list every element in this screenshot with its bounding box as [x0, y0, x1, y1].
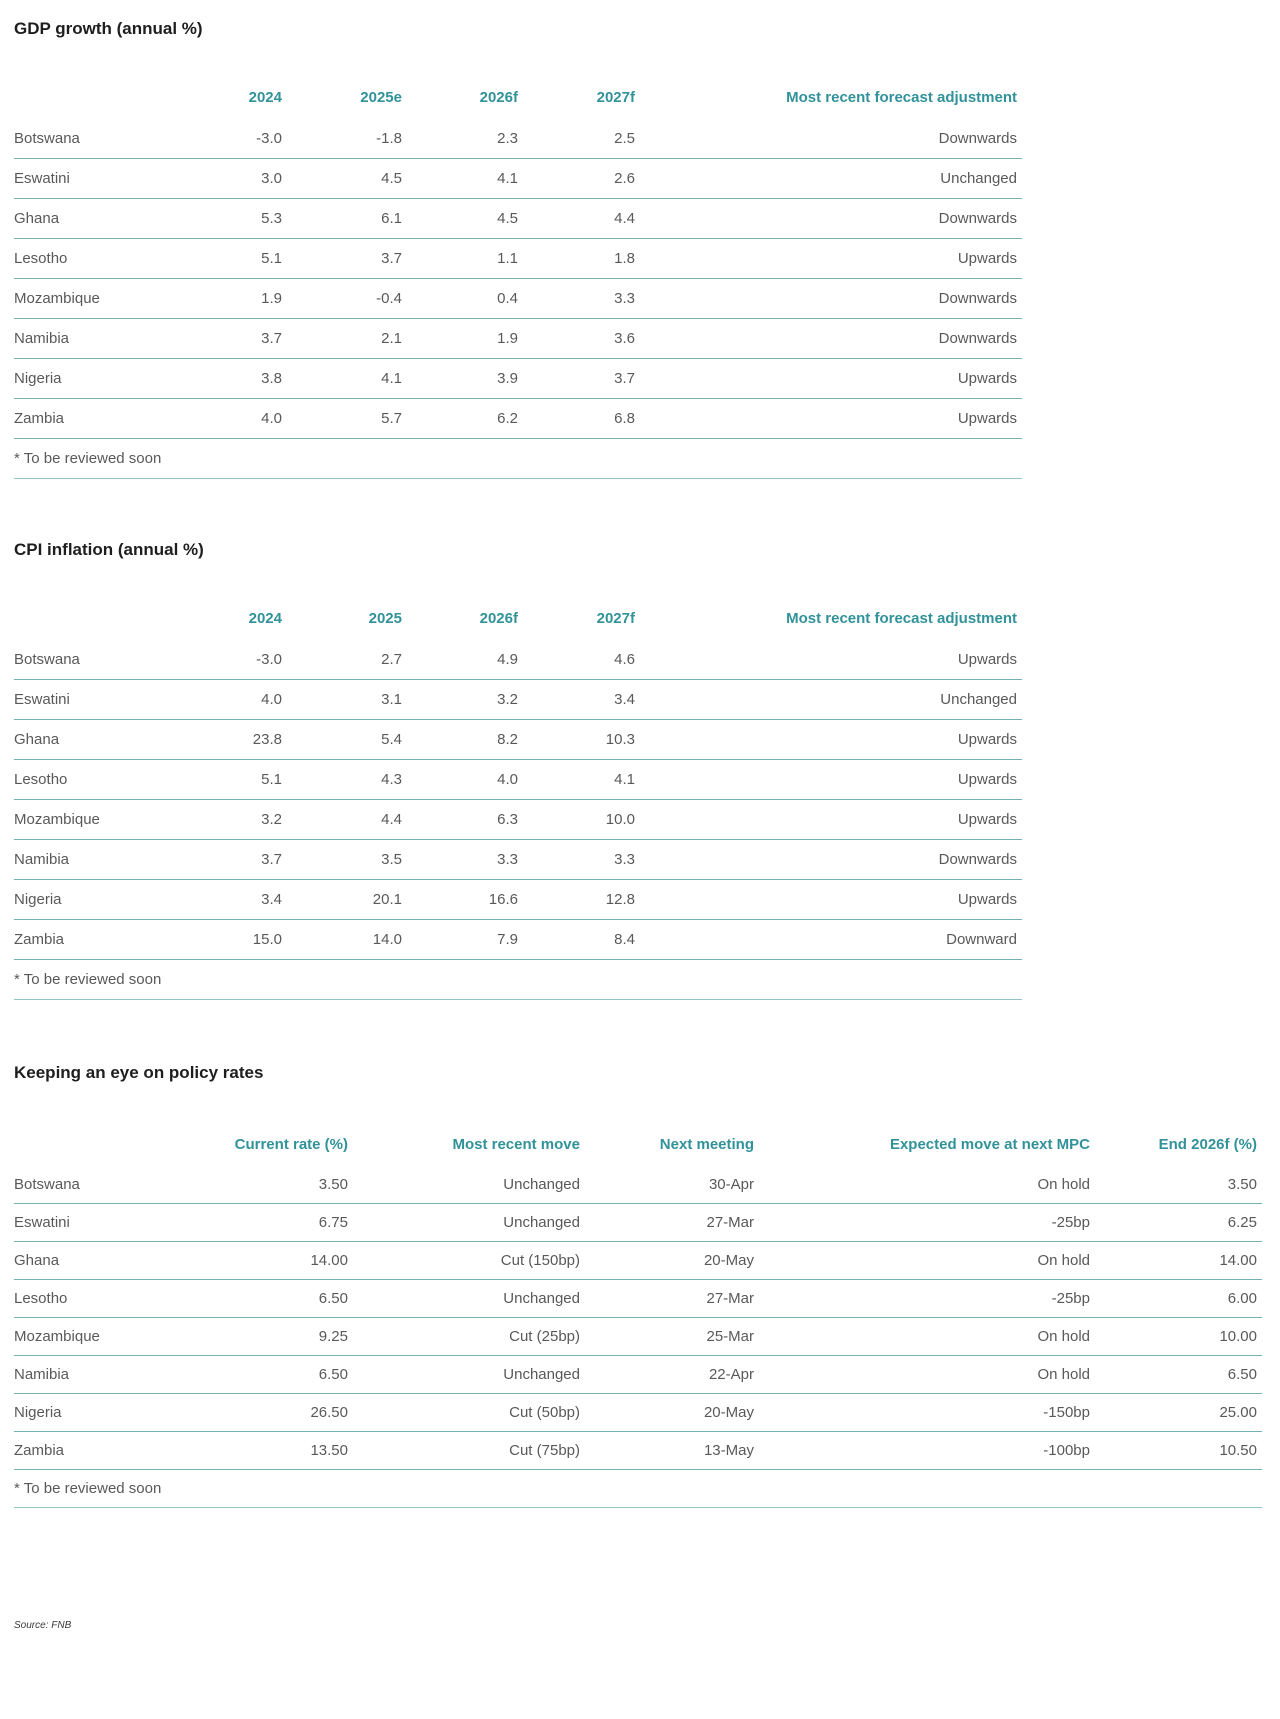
- value-cell: Downwards: [635, 279, 1022, 319]
- country-label: Mozambique: [14, 1318, 174, 1356]
- value-cell: Cut (150bp): [348, 1242, 580, 1280]
- value-cell: 8.4: [518, 920, 635, 960]
- value-cell: 5.4: [282, 720, 402, 760]
- footnote-row: [14, 1470, 1262, 1508]
- country-label: Zambia: [14, 399, 194, 439]
- value-cell: Unchanged: [348, 1166, 580, 1204]
- value-cell: 10.3: [518, 720, 635, 760]
- country-label: Lesotho: [14, 239, 194, 279]
- value-cell: Downwards: [635, 840, 1022, 880]
- column-header: 2026f: [479, 609, 518, 627]
- table-row: [14, 359, 1022, 399]
- country-label: Ghana: [14, 720, 194, 760]
- value-cell: 5.1: [194, 760, 282, 800]
- value-cell: Downwards: [635, 319, 1022, 359]
- table-row: [14, 840, 1022, 880]
- value-cell: 4.3: [282, 760, 402, 800]
- value-cell: 7.9: [402, 920, 518, 960]
- value-cell: On hold: [754, 1356, 1090, 1394]
- value-cell: 4.1: [518, 760, 635, 800]
- value-cell: 6.00: [1090, 1280, 1262, 1318]
- value-cell: 3.4: [194, 880, 282, 920]
- value-cell: On hold: [754, 1242, 1090, 1280]
- value-cell: 4.9: [402, 640, 518, 680]
- value-cell: 1.8: [518, 239, 635, 279]
- cpi-inflation-title: CPI inflation (annual %): [14, 540, 204, 559]
- country-label: Nigeria: [14, 359, 194, 399]
- country-label: Botswana: [14, 119, 194, 159]
- value-cell: 10.50: [1090, 1432, 1262, 1470]
- column-header: 2024: [248, 88, 282, 106]
- value-cell: 14.0: [282, 920, 402, 960]
- gdp-growth-title: GDP growth (annual %): [14, 19, 203, 38]
- value-cell: 3.7: [282, 239, 402, 279]
- value-cell: 1.9: [402, 319, 518, 359]
- value-cell: Unchanged: [348, 1356, 580, 1394]
- value-cell: 30-Apr: [580, 1166, 754, 1204]
- country-label: Eswatini: [14, 159, 194, 199]
- table-row: [14, 1432, 1262, 1470]
- value-cell: 4.0: [402, 760, 518, 800]
- value-cell: 5.7: [282, 399, 402, 439]
- table-row: [14, 880, 1022, 920]
- value-cell: 5.3: [194, 199, 282, 239]
- value-cell: 4.6: [518, 640, 635, 680]
- country-label: Nigeria: [14, 1394, 174, 1432]
- value-cell: 22-Apr: [580, 1356, 754, 1394]
- value-cell: 16.6: [402, 880, 518, 920]
- value-cell: Downwards: [635, 199, 1022, 239]
- country-label: Namibia: [14, 1356, 174, 1394]
- value-cell: 6.50: [1090, 1356, 1262, 1394]
- table-footnote: * To be reviewed soon: [14, 1470, 1262, 1508]
- value-cell: 25.00: [1090, 1394, 1262, 1432]
- value-cell: 26.50: [174, 1394, 348, 1432]
- value-cell: 4.1: [402, 159, 518, 199]
- table-row: [14, 399, 1022, 439]
- table-row: [14, 1242, 1262, 1280]
- value-cell: Upwards: [635, 720, 1022, 760]
- table-row: [14, 1166, 1262, 1204]
- value-cell: 3.50: [174, 1166, 348, 1204]
- value-cell: 3.2: [194, 800, 282, 840]
- table-row: [14, 1280, 1262, 1318]
- footnote-row: [14, 439, 1022, 479]
- column-header: End 2026f (%): [1158, 1135, 1257, 1153]
- column-header: 2024: [248, 609, 282, 627]
- value-cell: 13-May: [580, 1432, 754, 1470]
- table-row: [14, 119, 1022, 159]
- table-row: [14, 640, 1022, 680]
- value-cell: 27-Mar: [580, 1280, 754, 1318]
- value-cell: 10.00: [1090, 1318, 1262, 1356]
- column-header: Current rate (%): [234, 1135, 348, 1153]
- value-cell: Unchanged: [635, 680, 1022, 720]
- value-cell: 6.25: [1090, 1204, 1262, 1242]
- column-header: 2027f: [596, 88, 635, 106]
- value-cell: 3.50: [1090, 1166, 1262, 1204]
- value-cell: 3.1: [282, 680, 402, 720]
- value-cell: 4.5: [402, 199, 518, 239]
- value-cell: -100bp: [754, 1432, 1090, 1470]
- value-cell: Upwards: [635, 399, 1022, 439]
- value-cell: 4.5: [282, 159, 402, 199]
- header-row: [14, 75, 1022, 119]
- value-cell: 2.3: [402, 119, 518, 159]
- value-cell: 10.0: [518, 800, 635, 840]
- value-cell: 27-Mar: [580, 1204, 754, 1242]
- value-cell: 15.0: [194, 920, 282, 960]
- value-cell: -150bp: [754, 1394, 1090, 1432]
- value-cell: 6.1: [282, 199, 402, 239]
- section-policy-rates: [14, 1062, 1280, 1508]
- row-label-header: [14, 596, 194, 640]
- country-label: Mozambique: [14, 800, 194, 840]
- value-cell: On hold: [754, 1318, 1090, 1356]
- table-row: [14, 720, 1022, 760]
- gdp-growth-table: [14, 75, 1022, 479]
- value-cell: -1.8: [282, 119, 402, 159]
- value-cell: 2.7: [282, 640, 402, 680]
- value-cell: 3.7: [518, 359, 635, 399]
- value-cell: 8.2: [402, 720, 518, 760]
- value-cell: 1.9: [194, 279, 282, 319]
- country-label: Zambia: [14, 920, 194, 960]
- value-cell: 3.7: [194, 319, 282, 359]
- table-row: [14, 159, 1022, 199]
- value-cell: 14.00: [174, 1242, 348, 1280]
- column-header: Expected move at next MPC: [889, 1135, 1090, 1153]
- column-header: 2027f: [596, 609, 635, 627]
- value-cell: 23.8: [194, 720, 282, 760]
- value-cell: 20-May: [580, 1242, 754, 1280]
- country-label: Namibia: [14, 319, 194, 359]
- value-cell: 12.8: [518, 880, 635, 920]
- value-cell: 14.00: [1090, 1242, 1262, 1280]
- value-cell: Cut (25bp): [348, 1318, 580, 1356]
- country-label: Ghana: [14, 199, 194, 239]
- value-cell: 3.8: [194, 359, 282, 399]
- column-header: Most recent forecast adjustment: [786, 88, 1017, 106]
- country-label: Namibia: [14, 840, 194, 880]
- table-row: [14, 1204, 1262, 1242]
- value-cell: Upwards: [635, 359, 1022, 399]
- column-header: 2025e: [360, 88, 402, 106]
- country-label: Mozambique: [14, 279, 194, 319]
- value-cell: 6.75: [174, 1204, 348, 1242]
- value-cell: 3.6: [518, 319, 635, 359]
- table-footnote: * To be reviewed soon: [14, 439, 1022, 479]
- row-label-header: [14, 1122, 174, 1166]
- value-cell: 3.0: [194, 159, 282, 199]
- table-row: [14, 199, 1022, 239]
- value-cell: 4.4: [518, 199, 635, 239]
- country-label: Botswana: [14, 640, 194, 680]
- value-cell: Unchanged: [635, 159, 1022, 199]
- value-cell: 6.3: [402, 800, 518, 840]
- value-cell: 1.1: [402, 239, 518, 279]
- value-cell: 6.50: [174, 1356, 348, 1394]
- table-row: [14, 760, 1022, 800]
- table-row: [14, 1356, 1262, 1394]
- header-row: [14, 1122, 1262, 1166]
- value-cell: 13.50: [174, 1432, 348, 1470]
- value-cell: Cut (75bp): [348, 1432, 580, 1470]
- value-cell: 3.3: [518, 279, 635, 319]
- value-cell: 4.0: [194, 680, 282, 720]
- table-row: [14, 680, 1022, 720]
- source-attribution: Source: FNB: [14, 1620, 72, 1631]
- table-footnote: * To be reviewed soon: [14, 960, 1022, 1000]
- country-label: Eswatini: [14, 680, 194, 720]
- value-cell: 3.3: [402, 840, 518, 880]
- value-cell: 3.2: [402, 680, 518, 720]
- value-cell: Upwards: [635, 880, 1022, 920]
- value-cell: 20-May: [580, 1394, 754, 1432]
- value-cell: 0.4: [402, 279, 518, 319]
- header-row: [14, 596, 1022, 640]
- value-cell: -3.0: [194, 640, 282, 680]
- value-cell: 3.5: [282, 840, 402, 880]
- column-header: 2026f: [479, 88, 518, 106]
- value-cell: Cut (50bp): [348, 1394, 580, 1432]
- cpi-inflation-table: [14, 596, 1022, 1000]
- value-cell: 6.50: [174, 1280, 348, 1318]
- value-cell: -25bp: [754, 1204, 1090, 1242]
- table-row: [14, 920, 1022, 960]
- value-cell: Unchanged: [348, 1280, 580, 1318]
- value-cell: 3.9: [402, 359, 518, 399]
- column-header: 2025: [368, 609, 402, 627]
- country-label: Nigeria: [14, 880, 194, 920]
- value-cell: 3.7: [194, 840, 282, 880]
- value-cell: Unchanged: [348, 1204, 580, 1242]
- value-cell: Upwards: [635, 239, 1022, 279]
- table-row: [14, 1394, 1262, 1432]
- table-row: [14, 279, 1022, 319]
- value-cell: 5.1: [194, 239, 282, 279]
- value-cell: 3.3: [518, 840, 635, 880]
- value-cell: 2.6: [518, 159, 635, 199]
- value-cell: 3.4: [518, 680, 635, 720]
- value-cell: -3.0: [194, 119, 282, 159]
- value-cell: On hold: [754, 1166, 1090, 1204]
- policy-rates-title: Keeping an eye on policy rates: [14, 1063, 264, 1082]
- country-label: Botswana: [14, 1166, 174, 1204]
- value-cell: -0.4: [282, 279, 402, 319]
- table-row: [14, 1318, 1262, 1356]
- value-cell: Upwards: [635, 800, 1022, 840]
- table-row: [14, 239, 1022, 279]
- country-label: Eswatini: [14, 1204, 174, 1242]
- table-row: [14, 800, 1022, 840]
- column-header: Most recent forecast adjustment: [786, 609, 1017, 627]
- column-header: Most recent move: [452, 1135, 580, 1153]
- column-header: Next meeting: [659, 1135, 754, 1153]
- value-cell: 20.1: [282, 880, 402, 920]
- value-cell: 4.1: [282, 359, 402, 399]
- value-cell: Downwards: [635, 119, 1022, 159]
- value-cell: 4.0: [194, 399, 282, 439]
- section-gdp-growth: [14, 18, 1280, 479]
- country-label: Lesotho: [14, 1280, 174, 1318]
- value-cell: 6.2: [402, 399, 518, 439]
- value-cell: 4.4: [282, 800, 402, 840]
- value-cell: 25-Mar: [580, 1318, 754, 1356]
- value-cell: 6.8: [518, 399, 635, 439]
- country-label: Lesotho: [14, 760, 194, 800]
- value-cell: Upwards: [635, 640, 1022, 680]
- country-label: Ghana: [14, 1242, 174, 1280]
- row-label-header: [14, 75, 194, 119]
- value-cell: -25bp: [754, 1280, 1090, 1318]
- footnote-row: [14, 960, 1022, 1000]
- value-cell: 2.1: [282, 319, 402, 359]
- country-label: Zambia: [14, 1432, 174, 1470]
- section-cpi-inflation: [14, 539, 1280, 1000]
- value-cell: 2.5: [518, 119, 635, 159]
- value-cell: Upwards: [635, 760, 1022, 800]
- value-cell: 9.25: [174, 1318, 348, 1356]
- value-cell: Downward: [635, 920, 1022, 960]
- table-row: [14, 319, 1022, 359]
- policy-rates-table: [14, 1122, 1262, 1508]
